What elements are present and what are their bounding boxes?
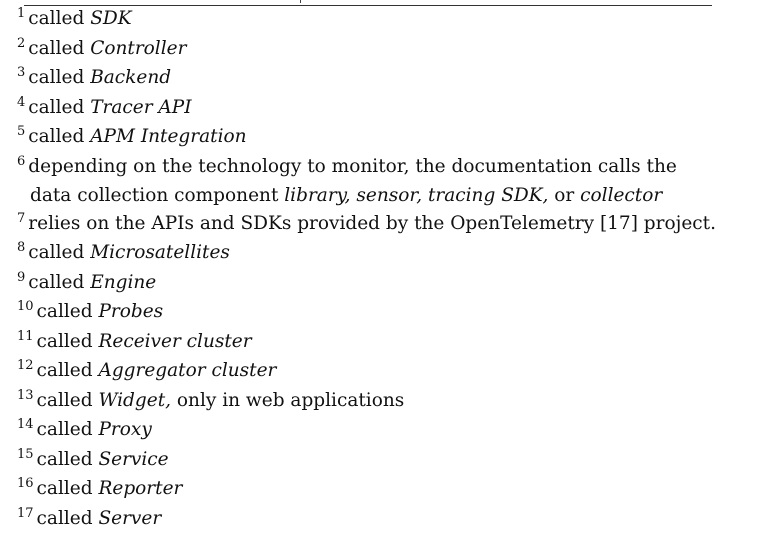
footnote-term: Proxy bbox=[98, 419, 151, 440]
footnote-item bbox=[17, 298, 757, 328]
footnote-term: Probes bbox=[98, 301, 163, 322]
footnote-item bbox=[17, 210, 757, 240]
footnote-item bbox=[17, 269, 757, 299]
footnote-term: Controller bbox=[90, 38, 186, 59]
footnote-number: 11 bbox=[17, 329, 34, 344]
footnote-text: called bbox=[28, 67, 90, 88]
footnote-number: 4 bbox=[17, 95, 25, 110]
footnote-item bbox=[17, 357, 757, 387]
footnote-item bbox=[17, 475, 757, 505]
clipped-text-fragment bbox=[300, 0, 309, 3]
footnote-item bbox=[17, 239, 757, 269]
footnote-text: called bbox=[37, 390, 99, 411]
footnote-term: Widget, bbox=[98, 390, 171, 411]
footnote-term: Backend bbox=[90, 67, 171, 88]
footnote-continuation bbox=[17, 182, 757, 210]
footnote-number: 9 bbox=[17, 270, 25, 285]
footnote-term: Receiver cluster bbox=[98, 331, 251, 352]
footnote-number: 7 bbox=[17, 211, 25, 226]
footnote-item bbox=[17, 123, 757, 153]
footnote-text: called bbox=[37, 301, 99, 322]
footnote-number: 1 bbox=[17, 6, 25, 21]
footnote-term: library, sensor, tracing SDK, bbox=[284, 185, 548, 206]
footnote-text: called bbox=[28, 8, 90, 29]
footnote-text: called bbox=[37, 449, 99, 470]
footnote-term: Server bbox=[98, 508, 161, 529]
footnote-item bbox=[17, 387, 757, 417]
footnote-item bbox=[17, 35, 757, 65]
footnote-item bbox=[17, 505, 757, 534]
footnote-number: 5 bbox=[17, 124, 25, 139]
footnote-list bbox=[17, 5, 757, 534]
footnote-term: collector bbox=[580, 185, 662, 206]
footnote-item bbox=[17, 5, 757, 35]
footnote-text: or bbox=[548, 185, 580, 206]
footnote-item bbox=[17, 416, 757, 446]
footnote-item bbox=[17, 328, 757, 358]
footnote-text: depending on the technology to monitor, the documentation calls the bbox=[28, 156, 677, 177]
footnote-number: 14 bbox=[17, 417, 34, 432]
footnote-number: 8 bbox=[17, 240, 25, 255]
footnote-term: Engine bbox=[90, 272, 156, 293]
footnote-term: Tracer API bbox=[90, 97, 191, 118]
footnote-text: called bbox=[37, 419, 99, 440]
footnote-number: 15 bbox=[17, 447, 34, 462]
footnote-text: called bbox=[37, 360, 99, 381]
footnote-text: called bbox=[28, 38, 90, 59]
footnote-text: called bbox=[28, 97, 90, 118]
footnote-number: 17 bbox=[17, 506, 34, 521]
footnote-text: called bbox=[28, 126, 90, 147]
footnote-term: APM Integration bbox=[90, 126, 246, 147]
footnote-term: SDK bbox=[90, 8, 131, 29]
footnote-term: Service bbox=[98, 449, 168, 470]
footnote-text: called bbox=[28, 272, 90, 293]
footnote-text: called bbox=[28, 242, 90, 263]
footnote-term: Aggregator cluster bbox=[98, 360, 276, 381]
footnote-number: 10 bbox=[17, 299, 34, 314]
footnote-number: 2 bbox=[17, 36, 25, 51]
footnote-item bbox=[17, 153, 757, 210]
footnote-term: Reporter bbox=[98, 478, 182, 499]
footnote-text: called bbox=[37, 508, 99, 529]
footnote-item bbox=[17, 94, 757, 124]
footnote-number: 13 bbox=[17, 388, 34, 403]
footnote-item bbox=[17, 446, 757, 476]
footnote-term: Microsatellites bbox=[90, 242, 230, 263]
footnote-item bbox=[17, 64, 757, 94]
footnote-text: relies on the APIs and SDKs provided by the OpenTelemetry [17] project. bbox=[28, 213, 716, 234]
footnote-text: only in web applications bbox=[171, 390, 404, 411]
footnote-number: 16 bbox=[17, 476, 34, 491]
footnote-text: called bbox=[37, 478, 99, 499]
footnote-text: data collection component bbox=[30, 185, 284, 206]
footnote-number: 12 bbox=[17, 358, 34, 373]
footnote-number: 6 bbox=[17, 154, 25, 169]
footnote-number: 3 bbox=[17, 65, 25, 80]
footnote-text: called bbox=[37, 331, 99, 352]
